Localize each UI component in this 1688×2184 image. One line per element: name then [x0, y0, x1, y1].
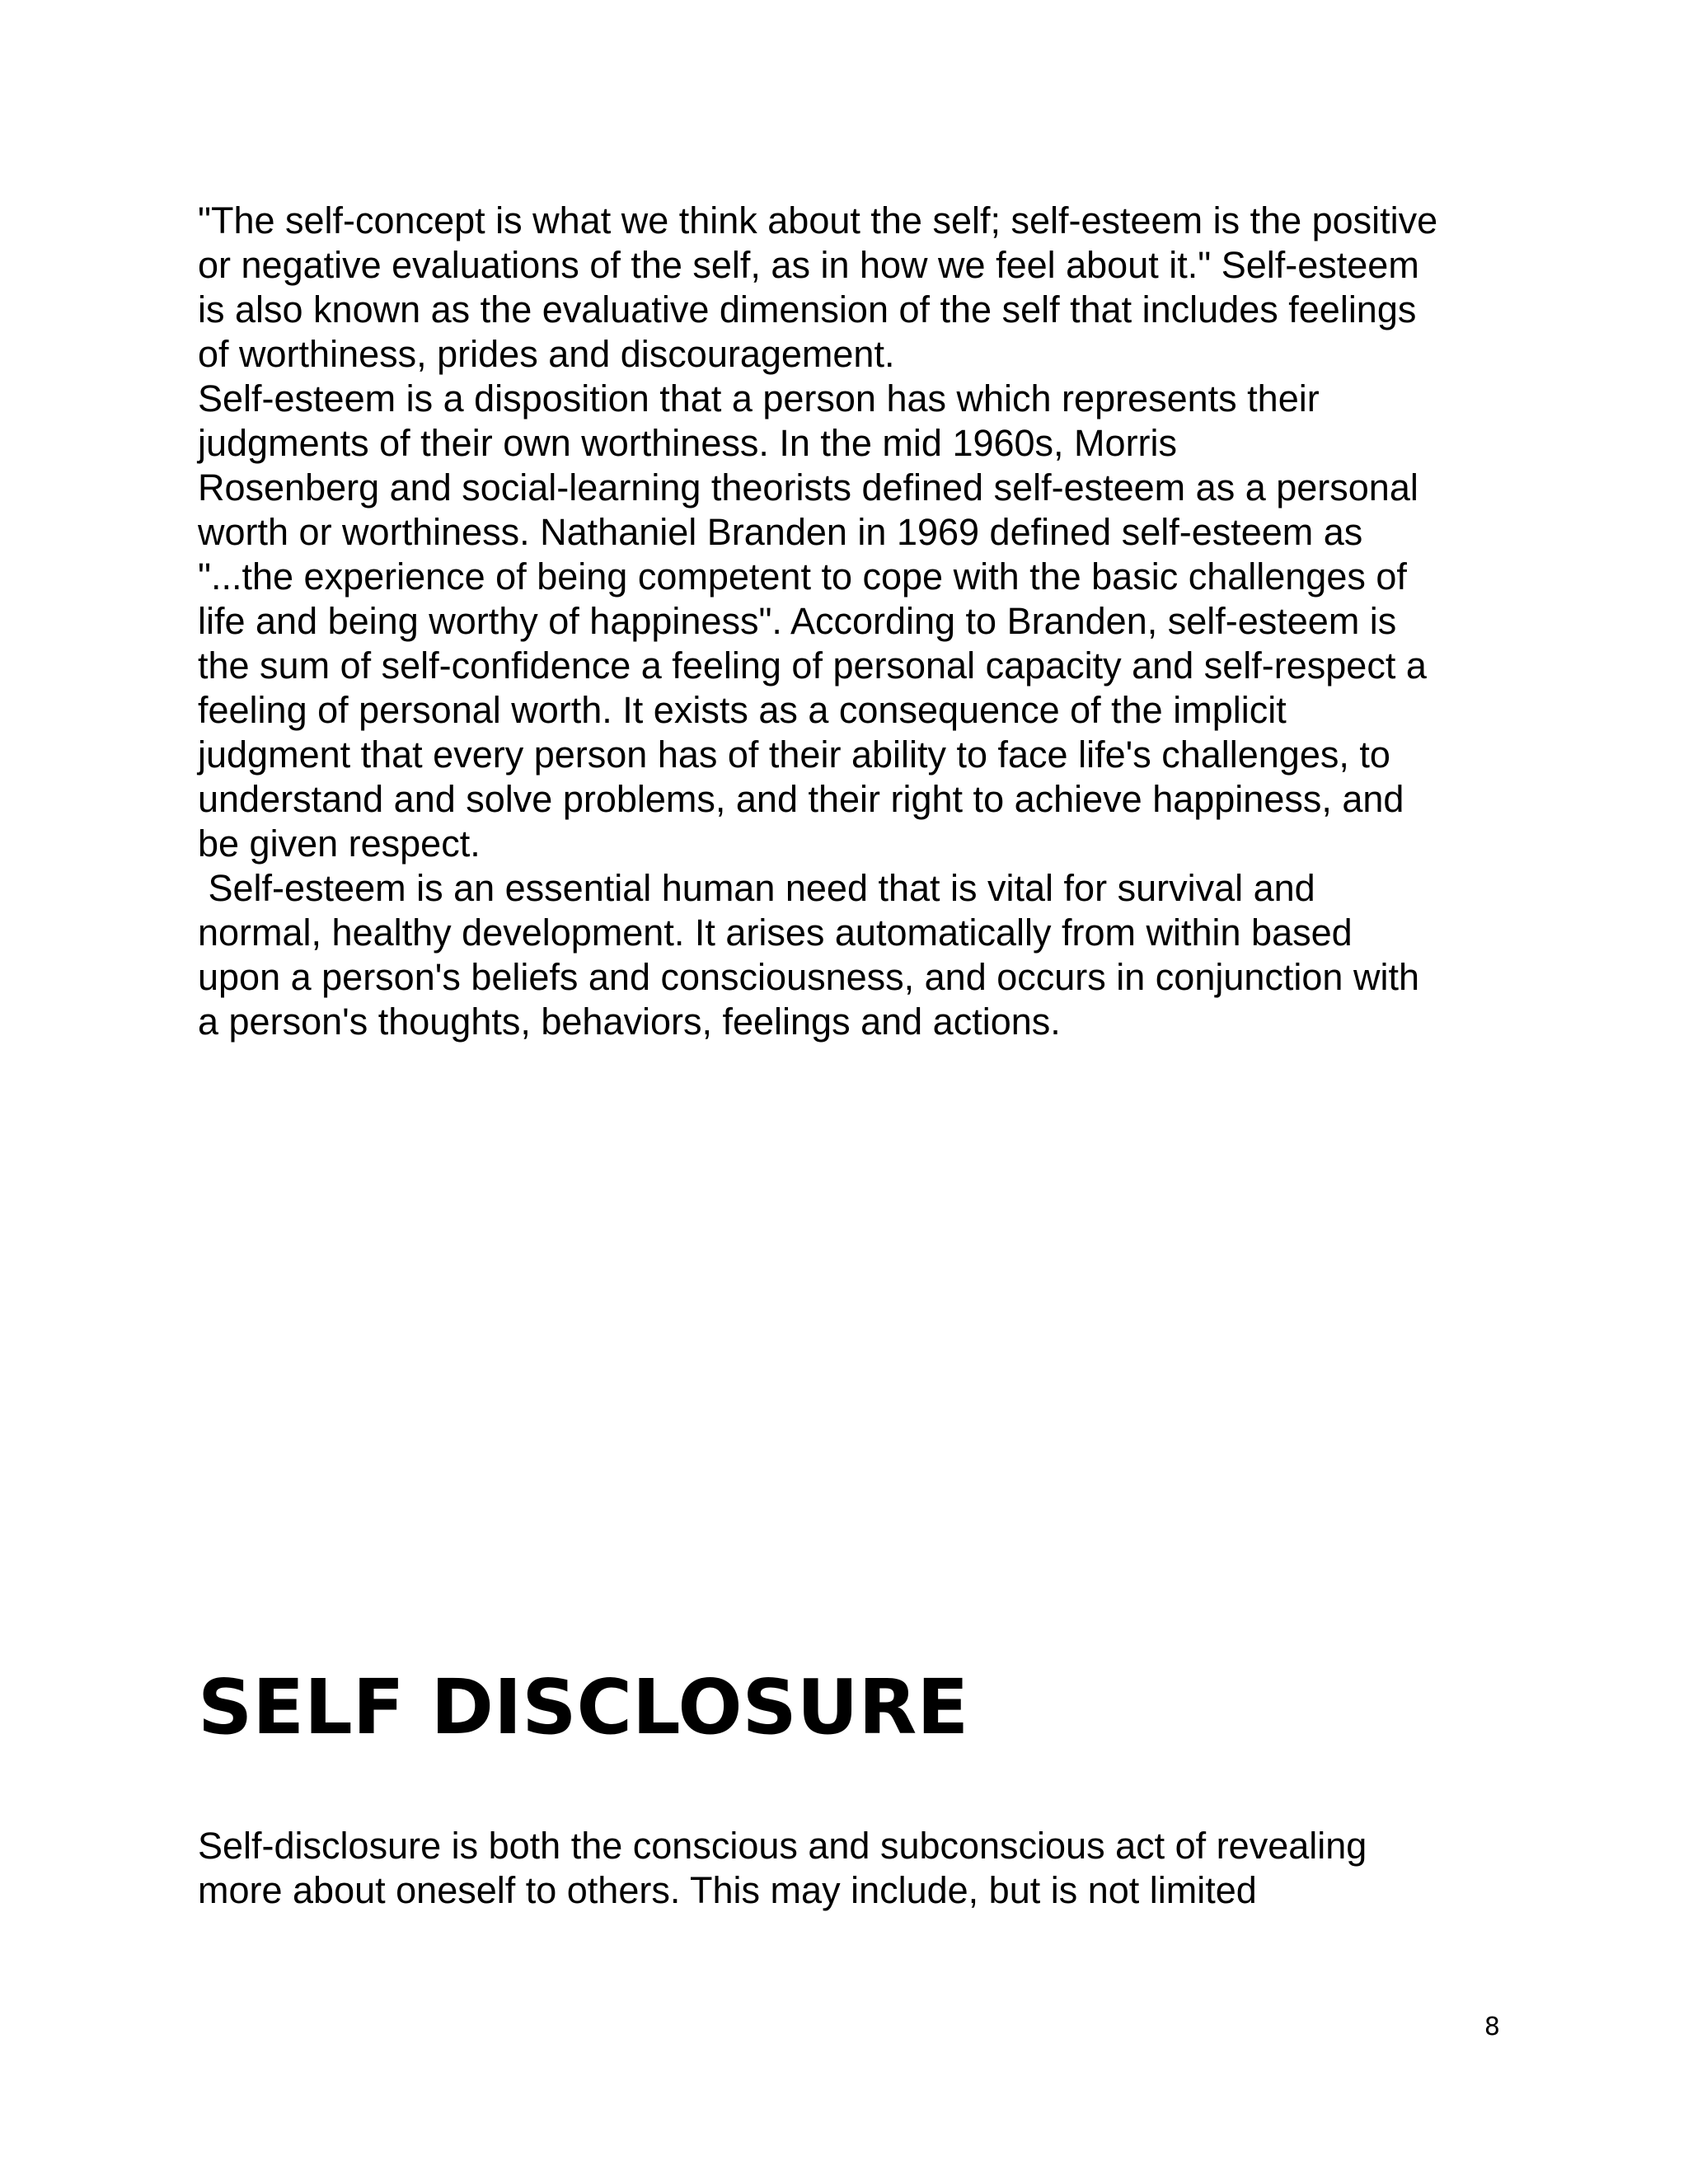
text-line: more about oneself to others. This may include, but is not limited	[198, 1869, 1257, 1911]
text-line: or negative evaluations of the self, as in how we feel about it." Self-esteem	[198, 244, 1419, 286]
text-line: worth or worthiness. Nathaniel Branden in 1969 defined self-esteem as	[198, 511, 1363, 553]
text-line: Self-esteem is a disposition that a person has which represents their	[198, 377, 1320, 419]
section-heading-self-disclosure: SELF DISCLOSURE	[198, 1663, 969, 1751]
text-line: "...the experience of being competent to cope with the basic challenges of	[198, 555, 1407, 598]
text-line: feeling of personal worth. It exists as a consequence of the implicit	[198, 689, 1287, 731]
text-line: "The self-concept is what we think about the self; self-esteem is the positive	[198, 199, 1438, 241]
text-line: judgment that every person has of their ability to face life's challenges, to	[198, 733, 1390, 776]
text-line: a person's thoughts, behaviors, feelings and actions.	[198, 1001, 1061, 1043]
text-line: life and being worthy of happiness". According to Branden, self-esteem is	[198, 600, 1397, 642]
page-number: 8	[1484, 2013, 1500, 2041]
text-line: upon a person's beliefs and consciousness, and occurs in conjunction with	[198, 956, 1419, 998]
body-text-block-self-esteem	[198, 199, 1517, 1044]
text-line: Rosenberg and social-learning theorists defined self-esteem as a personal	[198, 466, 1418, 509]
text-line: Self-disclosure is both the conscious and subconscious act of revealing	[198, 1825, 1367, 1867]
text-line: understand and solve problems, and their right to achieve happiness, and	[198, 778, 1404, 820]
text-line: judgments of their own worthiness. In the mid 1960s, Morris	[198, 422, 1178, 464]
text-line: of worthiness, prides and discouragement.	[198, 333, 895, 375]
text-line: normal, healthy development. It arises automatically from within based	[198, 912, 1353, 954]
text-line: be given respect.	[198, 823, 481, 865]
text-line: is also known as the evaluative dimension of the self that includes feelings	[198, 288, 1417, 330]
text-line: Self-esteem is an essential human need that is vital for survival and	[198, 867, 1315, 909]
text-line: the sum of self-confidence a feeling of personal capacity and self-respect a	[198, 644, 1427, 687]
body-text-block-self-disclosure	[198, 1824, 1517, 1913]
